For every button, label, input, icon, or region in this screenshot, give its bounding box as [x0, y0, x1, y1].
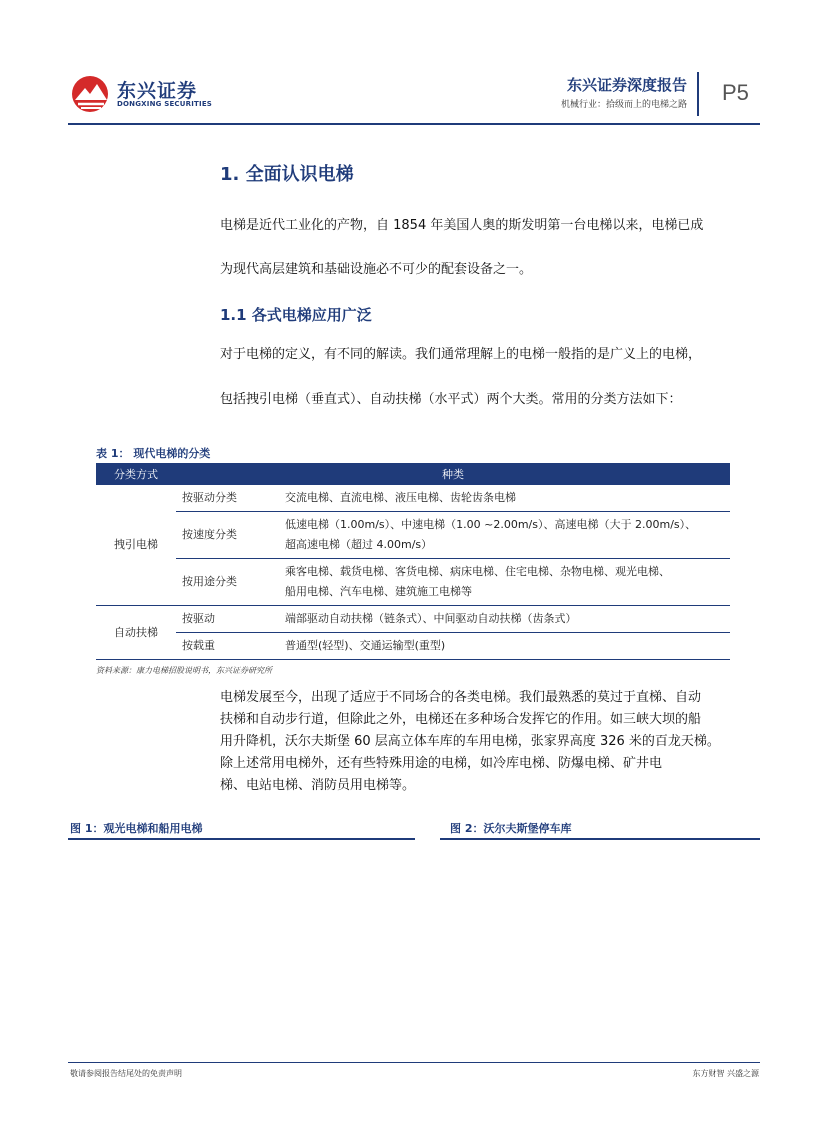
development-line-4: 除上述常用电梯外，还有些特殊用途的电梯，如冷库电梯、防爆电梯、矿井电	[220, 756, 663, 771]
footer-rule	[68, 1062, 760, 1063]
table-row	[96, 606, 730, 633]
header-divider	[697, 72, 699, 116]
elevator-classification-table	[96, 463, 730, 660]
table-method-cell: 按速度分类	[176, 512, 279, 559]
report-title: 东兴证券深度报告	[566, 76, 687, 94]
table-types-cell	[279, 512, 730, 559]
table-types-line: 交流电梯、直流电梯、液压电梯、齿轮齿条电梯	[285, 491, 516, 504]
logo-cn-text: 东兴证券	[117, 80, 198, 102]
table-group-cell: 拽引电梯	[96, 485, 176, 606]
footer-slogan: 东方财智 兴盛之源	[692, 1069, 759, 1078]
logo-en-text: DONGXING SECURITIES	[117, 100, 213, 108]
page-number: P5	[722, 80, 749, 105]
table-types-line: 端部驱动自动扶梯（链条式）、中间驱动自动扶梯（齿条式）	[285, 612, 577, 625]
definition-line-2: 包括拽引电梯（垂直式）、自动扶梯（水平式）两个大类。常用的分类方法如下：	[220, 392, 682, 407]
figure-2-rule	[440, 838, 760, 840]
footer-disclaimer: 敬请参阅报告结尾处的免责声明	[70, 1069, 182, 1078]
table-method-cell: 按载重	[176, 633, 279, 660]
development-line-1: 电梯发展至今，出现了适应于不同场合的各类电梯。我们最熟悉的莫过于直梯、自动	[220, 690, 702, 705]
table-caption: 表 1： 现代电梯的分类	[96, 447, 211, 460]
intro-line-2: 为现代高层建筑和基础设施必不可少的配套设备之一。	[220, 262, 533, 277]
subsection-heading: 1.1 各式电梯应用广泛	[220, 306, 372, 324]
table-method-cell: 按驱动	[176, 606, 279, 633]
table-types-line: 低速电梯（1.00m/s）、中速电梯（1.00 ~2.00m/s）、高速电梯（大于 2.00m/s）、	[285, 518, 697, 531]
figure-1-rule	[68, 838, 415, 840]
table-types-cell	[279, 633, 730, 660]
table-row	[96, 512, 730, 559]
table-header-cell: 种类	[176, 463, 730, 485]
table-types-line: 普通型(轻型)、交通运输型(重型)	[285, 639, 446, 652]
development-line-3: 用升降机，沃尔夫斯堡 60 层高立体车库的车用电梯，张家界高度 326 米的百龙天梯。	[220, 734, 720, 749]
logo-mark-icon	[70, 74, 112, 114]
figure-1-caption: 图 1：观光电梯和船用电梯	[70, 822, 203, 835]
figure-2-caption: 图 2：沃尔夫斯堡停车库	[450, 822, 572, 835]
table-row	[96, 633, 730, 660]
table-types-line: 超高速电梯（超过 4.00m/s）	[285, 538, 433, 551]
table-types-line: 乘客电梯、载货电梯、客货电梯、病床电梯、住宅电梯、杂物电梯、观光电梯、	[285, 565, 670, 578]
table-header-cell: 分类方式	[96, 463, 176, 485]
table-group-cell: 自动扶梯	[96, 606, 176, 660]
report-subtitle: 机械行业：拾级而上的电梯之路	[560, 100, 687, 110]
table-types-line: 船用电梯、汽车电梯、建筑施工电梯等	[285, 585, 472, 598]
table-header-row	[96, 463, 730, 485]
table-types-cell	[279, 559, 730, 606]
company-logo	[70, 74, 213, 114]
development-line-5: 梯、电站电梯、消防员用电梯等。	[220, 778, 416, 793]
intro-line-1: 电梯是近代工业化的产物，自 1854 年美国人奥的斯发明第一台电梯以来，电梯已成	[220, 218, 704, 233]
table-row	[96, 485, 730, 512]
table-method-cell: 按用途分类	[176, 559, 279, 606]
development-line-2: 扶梯和自动步行道，但除此之外，电梯还在多种场合发挥它的作用。如三峡大坝的船	[220, 712, 702, 727]
table-types-cell	[279, 606, 730, 633]
table-source-note: 资料来源：康力电梯招股说明书，东兴证券研究所	[96, 666, 272, 675]
table-row	[96, 559, 730, 606]
section-heading: 1. 全面认识电梯	[220, 164, 354, 185]
header-rule	[68, 123, 760, 125]
definition-line-1: 对于电梯的定义，有不同的解读。我们通常理解上的电梯一般指的是广义上的电梯，	[220, 347, 702, 362]
table-types-cell	[279, 485, 730, 512]
table-method-cell: 按驱动分类	[176, 485, 279, 512]
